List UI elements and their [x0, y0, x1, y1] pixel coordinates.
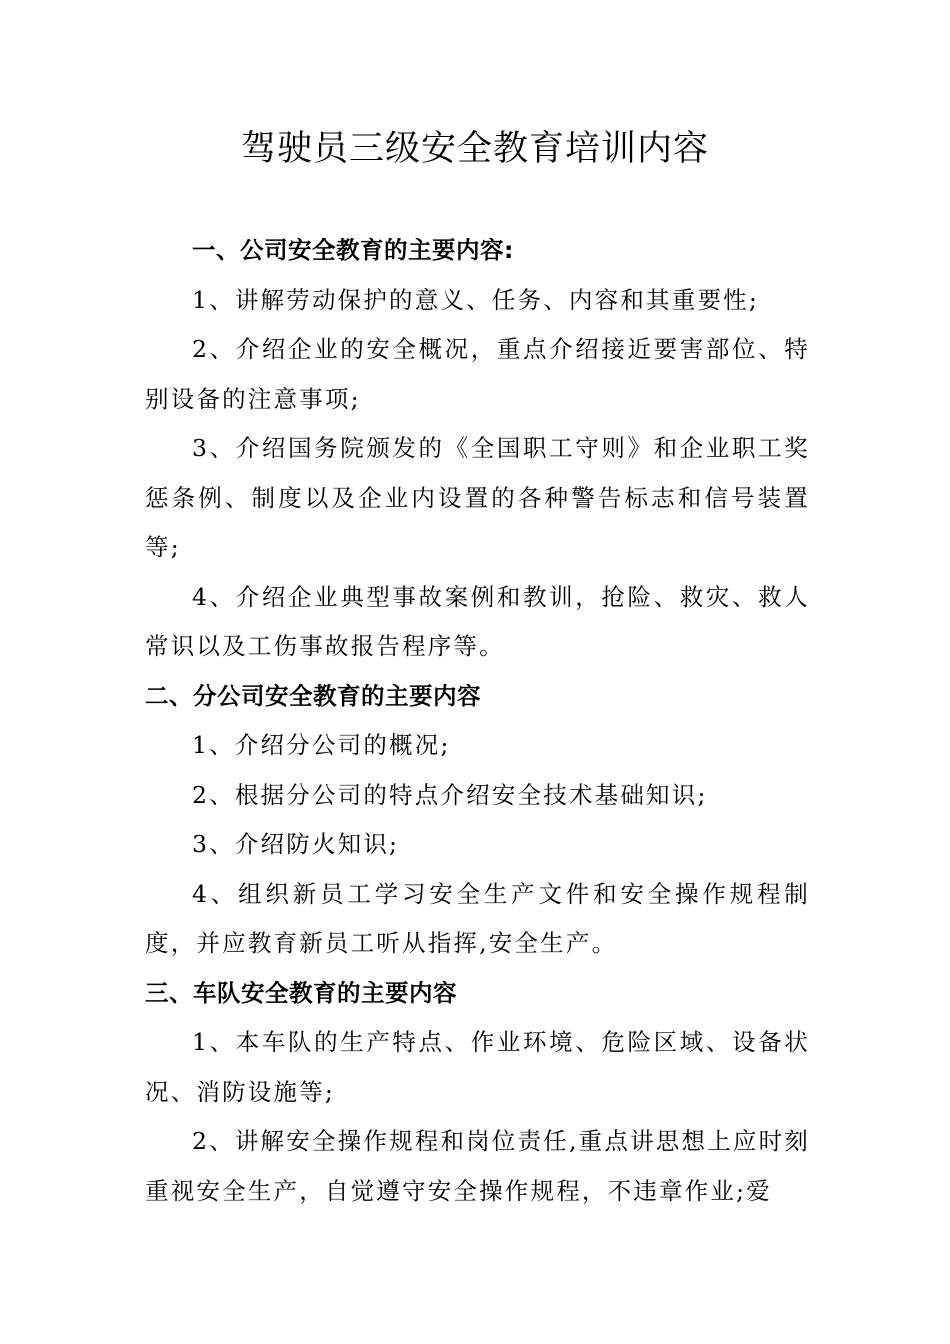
list-item: 4、介绍企业典型事故案例和教训，抢险、救灾、救人常识以及工伤事故报告程序等。	[145, 582, 810, 660]
list-item: 3、介绍防火知识;	[192, 830, 400, 858]
section-heading-team: 三、车队安全教育的主要内容	[145, 978, 457, 1007]
list-item: 3、介绍国务院颁发的《全国职工守则》和企业职工奖惩条例、制度以及企业内设置的各种警告标志和信号装置等;	[145, 434, 810, 561]
section-heading-branch: 二、分公司安全教育的主要内容	[145, 681, 481, 710]
list-item: 2、根据分公司的特点介绍安全技术基础知识;	[192, 780, 708, 809]
document-body	[145, 226, 810, 1216]
list-item: 1、讲解劳动保护的意义、任务、内容和其重要性;	[192, 285, 759, 314]
list-item: 1、本车队的生产特点、作业环境、危险区域、设备状况、消防设施等;	[145, 1028, 810, 1106]
section-heading-company: 一、公司安全教育的主要内容:	[192, 236, 514, 264]
page-title: 驾驶员三级安全教育培训内容	[240, 129, 709, 169]
list-item: 2、讲解安全操作规程和岗位责任,重点讲思想上应时刻重视安全生产，自觉遵守安全操作规程，不违章作业;爱	[145, 1127, 810, 1205]
list-item: 4、组织新员工学习安全生产文件和安全操作规程制度，并应教育新员工听从指挥,安全生产。	[145, 879, 810, 957]
list-item: 1、介绍分公司的概况;	[192, 731, 451, 759]
list-item: 2、介绍企业的安全概况，重点介绍接近要害部位、特别设备的注意事项;	[145, 335, 810, 413]
